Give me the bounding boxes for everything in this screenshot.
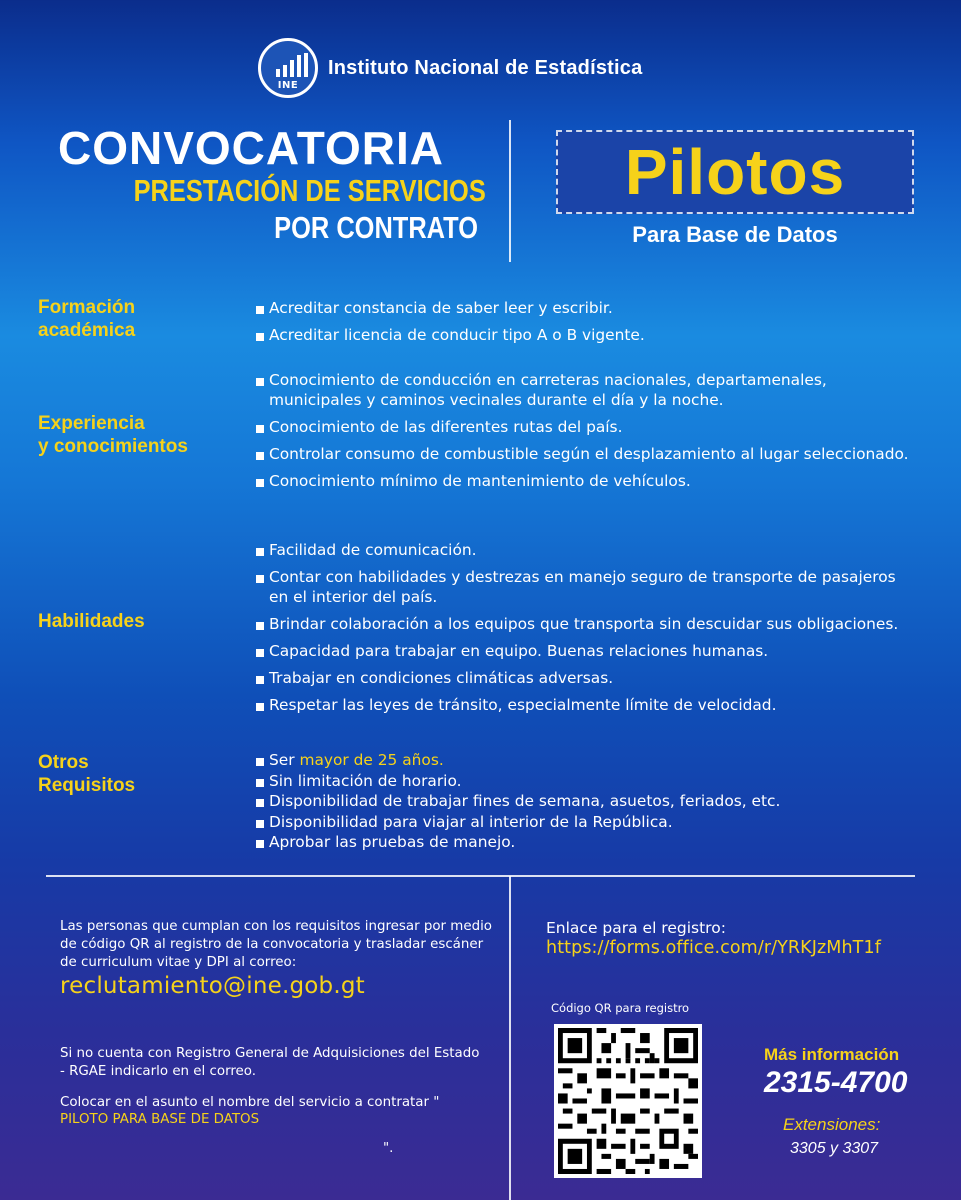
label-line: Formación — [38, 297, 136, 318]
list-experiencia — [256, 370, 916, 498]
label-line: y conocimientos — [38, 436, 188, 457]
position-box — [556, 130, 914, 214]
section-label-habilidades: Habilidades — [38, 611, 145, 632]
title-subtitle-2: POR CONTRATO — [274, 210, 478, 245]
subject-suffix: ". — [383, 1141, 394, 1156]
bar-chart-icon — [274, 53, 308, 77]
position-subtitle: Para Base de Datos — [632, 222, 838, 247]
instructions-text: Las personas que cumplan con los requisitos ingresar por medio de código QR al registro de la convocatoria y trasladar escáner de curriculum vitae y DPI al correo: — [60, 919, 493, 970]
title-main: CONVOCATORIA — [58, 122, 444, 174]
horizontal-divider — [46, 875, 915, 877]
vertical-divider — [509, 876, 511, 1200]
registration-link-label: Enlace para el registro: — [546, 919, 726, 937]
position-title: Pilotos — [624, 136, 846, 208]
list-item: Capacidad para trabajar en equipo. Buenas relaciones humanas. — [256, 641, 916, 661]
divider — [509, 120, 511, 262]
section-label-formacion — [38, 296, 135, 342]
list-item: Conocimiento de las diferentes rutas del país. — [256, 417, 916, 437]
email-address[interactable]: reclutamiento@ine.gob.gt — [60, 973, 365, 999]
list-item: Brindar colaboración a los equipos que transporta sin descuidar sus obligaciones. — [256, 614, 916, 634]
list-formacion — [256, 298, 916, 352]
list-item: Acreditar licencia de conducir tipo A o B vigente. — [256, 325, 916, 345]
list-item: Trabajar en condiciones climáticas adversas. — [256, 668, 916, 688]
rgae-note: Si no cuenta con Registro General de Adquisiciones del Estado - RGAE indicarlo en el correo. — [60, 1046, 480, 1079]
extensions-label: Extensiones: — [783, 1115, 881, 1134]
list-otros — [256, 750, 916, 853]
list-item: Disponibilidad de trabajar fines de semana, asuetos, feriados, etc. — [256, 791, 916, 812]
list-item: Acreditar constancia de saber leer y escribir. — [256, 298, 916, 318]
qr-label: Código QR para registro — [551, 1001, 690, 1015]
label-line: Experiencia — [38, 413, 145, 434]
phone-number: 2315-4700 — [764, 1066, 908, 1099]
label-line: Otros — [38, 752, 89, 773]
list-item: Conocimiento de conducción en carreteras nacionales, departamenales, municipales y caminos vecinales durante el día y la noche. — [256, 370, 916, 410]
item-prefix: Ser — [269, 751, 300, 769]
label-line: Requisitos — [38, 775, 136, 796]
section-label-experiencia — [38, 412, 188, 458]
subject-prefix: Colocar en el asunto el nombre del servicio a contratar " — [60, 1095, 440, 1110]
list-habilidades — [256, 540, 916, 722]
organization-name: Instituto Nacional de Estadística — [328, 56, 643, 79]
list-item — [256, 750, 916, 771]
list-item: Contar con habilidades y destrezas en manejo seguro de transporte de pasajeros en el interior del país. — [256, 567, 916, 607]
section-label-otros — [38, 751, 135, 797]
subject-instructions — [60, 1094, 480, 1128]
list-item: Controlar consumo de combustible según el desplazamiento al lugar seleccionado. — [256, 444, 916, 464]
more-info-label: Más información — [764, 1045, 900, 1064]
list-item: Aprobar las pruebas de manejo. — [256, 832, 916, 853]
list-item: Conocimiento mínimo de mantenimiento de vehículos. — [256, 471, 916, 491]
extensions-numbers: 3305 y 3307 — [790, 1140, 879, 1157]
label-line: académica — [38, 320, 136, 341]
logo-text: INE — [277, 80, 299, 91]
qr-code[interactable] — [554, 1024, 702, 1178]
registration-link[interactable]: https://forms.office.com/r/YRKJzMhT1f — [546, 938, 881, 958]
subject-highlight: PILOTO PARA BASE DE DATOS — [60, 1112, 260, 1127]
ine-logo — [258, 38, 318, 98]
qr-code-icon — [558, 1028, 698, 1174]
header — [258, 38, 642, 98]
title-subtitle: PRESTACIÓN DE SERVICIOS — [133, 173, 486, 208]
age-highlight: mayor de 25 años. — [299, 751, 444, 769]
title-block — [58, 122, 486, 246]
list-item: Respetar las leyes de tránsito, especialmente límite de velocidad. — [256, 695, 916, 715]
list-item: Disponibilidad para viajar al interior de la República. — [256, 812, 916, 833]
list-item: Facilidad de comunicación. — [256, 540, 916, 560]
list-item: Sin limitación de horario. — [256, 771, 916, 792]
